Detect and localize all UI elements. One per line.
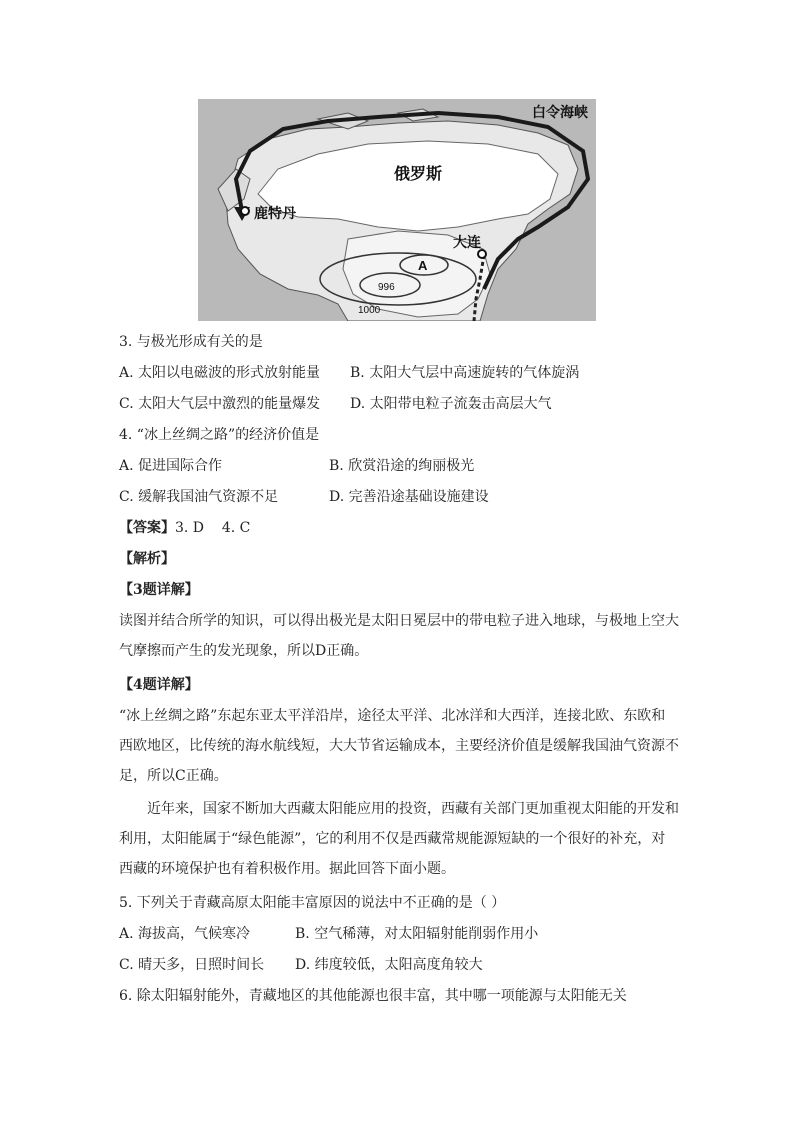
detail3-heading: 【3题详解】 (119, 582, 199, 598)
dalian-label: 大连 (453, 234, 481, 250)
map-graphic (198, 99, 596, 321)
bering-label: 白令海峡 (532, 104, 588, 120)
q3-option-d: D. 太阳带电粒子流轰击高层大气 (350, 396, 552, 412)
answer-text: 3. D 4. C (175, 520, 251, 536)
rotterdam-marker (241, 207, 249, 215)
q5-option-b: B. 空气稀薄，对太阳辐射能削弱作用小 (295, 926, 539, 942)
rotterdam-label: 鹿特丹 (254, 205, 296, 221)
dalian-marker (478, 250, 486, 258)
answer-label: 【答案】 (119, 520, 175, 536)
q4-stem: 4. “冰上丝绸之路”的经济价值是 (119, 427, 320, 443)
q4-option-c: C. 缓解我国油气资源不足 (119, 489, 279, 505)
reading-passage: 近年来，国家不断加大西藏太阳能应用的投资，西藏有关部门更加重视太阳能的开发和利用，太阳能属于“绿色能源”，它的利用不仅是西藏常规能源短缺的一个很好的补充，对西藏的环境保护也有着积极作用。据此回答下面小题。 (119, 801, 679, 877)
contour-A-label: A (418, 258, 428, 273)
contour-996-label: 996 (378, 282, 395, 293)
detail4-heading: 【4题详解】 (119, 677, 199, 693)
q5-option-c: C. 晴天多，日照时间长 (119, 957, 265, 973)
q4-option-d: D. 完善沿途基础设施建设 (329, 489, 489, 505)
q3-option-a: A. 太阳以电磁波的形式放射能量 (119, 365, 321, 381)
route-map (198, 99, 596, 321)
detail3-text: 读图并结合所学的知识，可以得出极光是太阳日冕层中的带电粒子进入地球，与极地上空大气摩擦而产生的发光现象，所以D正确。 (119, 613, 679, 659)
answer-line (119, 518, 250, 538)
q3-option-c: C. 太阳大气层中激烈的能量爆发 (119, 396, 321, 412)
analysis-heading: 【解析】 (119, 551, 175, 567)
q5-option-d: D. 纬度较低，太阳高度角较大 (295, 957, 483, 973)
q5-stem: 5. 下列关于青藏高原太阳能丰富原因的说法中不正确的是（ ） (119, 895, 506, 911)
q4-option-a: A. 促进国际合作 (119, 458, 223, 474)
russia-label: 俄罗斯 (394, 166, 443, 183)
q4-option-b: B. 欣赏沿途的绚丽极光 (329, 458, 475, 474)
q3-option-b: B. 太阳大气层中高速旋转的气体旋涡 (350, 365, 580, 381)
q6-stem: 6. 除太阳辐射能外，青藏地区的其他能源也很丰富，其中哪一项能源与太阳能无关 (119, 988, 627, 1004)
q5-option-a: A. 海拔高，气候寒冷 (119, 926, 251, 942)
contour-1000-label: 1000 (358, 305, 381, 316)
q3-stem: 3. 与极光形成有关的是 (119, 334, 263, 350)
detail4-text: “冰上丝绸之路”东起东亚太平洋沿岸，途径太平洋、北冰洋和大西洋，连接北欧、东欧和西欧地区，比传统的海水航线短，大大节省运输成本，主要经济价值是缓解我国油气资源不足，所以C正确。 (119, 708, 679, 784)
